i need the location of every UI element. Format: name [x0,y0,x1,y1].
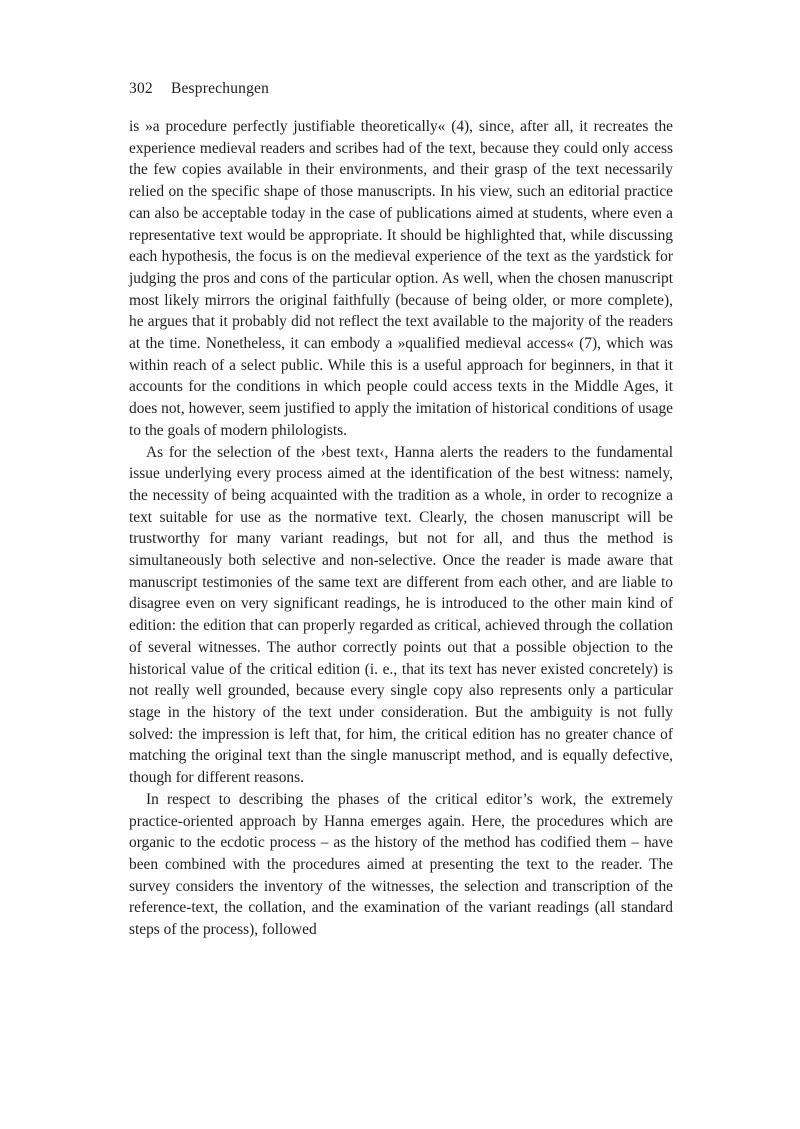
running-head [129,80,673,98]
body-paragraph: In respect to describing the phases of the critical editor’s work, the extremely practice-oriented approach by Hanna emerges again. Here, the procedures which are organic to the ecdotic process – as the history of the method has codified them – have been combined with the procedures aimed at presenting the text to the reader. The survey considers the inventory of the witnesses, the selection and transcription of the reference-text, the collation, and the examination of the variant readings (all standard steps of the process), followed [129,790,673,939]
body-paragraph: As for the selection of the ›best text‹, Hanna alerts the readers to the fundamental issue underlying every process aimed at the identification of the best witness: namely, the necessity of being acquainted with the tradition as a whole, in order to recognize a text suitable for use as the normative text. Clearly, the chosen manuscript will be trustworthy for many variant readings, but not for all, and thus the method is simultaneously both selective and non-selective. Once the reader is made aware that manuscript testimonies of the same text are different from each other, and are liable to disagree even on very significant readings, he is introduced to the other main kind of edition: the edition that can properly regarded as critical, achieved through the collation of several witnesses. The author correctly points out that a possible objection to the historical value of the critical edition (i. e., that its text has never existed concretely) is not really well grounded, because every single copy also represents only a particular stage in the history of the text under consideration. But the ambiguity is not fully solved: the impression is left that, for him, the critical edition has no greater chance of matching the original text than the single manuscript method, and is equally defective, though for different reasons. [129,443,673,787]
section-title: Besprechungen [170,80,270,97]
body-paragraph: is »a procedure perfectly justifiable theoretically« (4), since, after all, it recreates the experience medieval readers and scribes had of the text, because they could only access the few copies available in their environments, and their grasp of the text necessarily relied on the specific shape of those manuscripts. In his view, such an editorial practice can also be acceptable today in the case of publications aimed at students, where even a representative text would be appropriate. It should be highlighted that, while discussing each hypothesis, the focus is on the medieval experience of the text as the yardstick for judging the pros and cons of the particular option. As well, when the chosen manuscript most likely mirrors the original faithfully (because of being older, or more complete), he argues that it probably did not reflect the text available to the majority of the readers at the time. Nonetheless, it can embody a »qualified medieval access« (7), which was within reach of a select public. While this is a useful approach for beginners, in that it accounts for the conditions in which people could access texts in the Middle Ages, it does not, however, seem justified to apply the imitation of historical conditions of usage to the goals of modern philologists. [129,118,673,439]
page-number: 302 [129,80,153,97]
review-body [129,116,673,941]
